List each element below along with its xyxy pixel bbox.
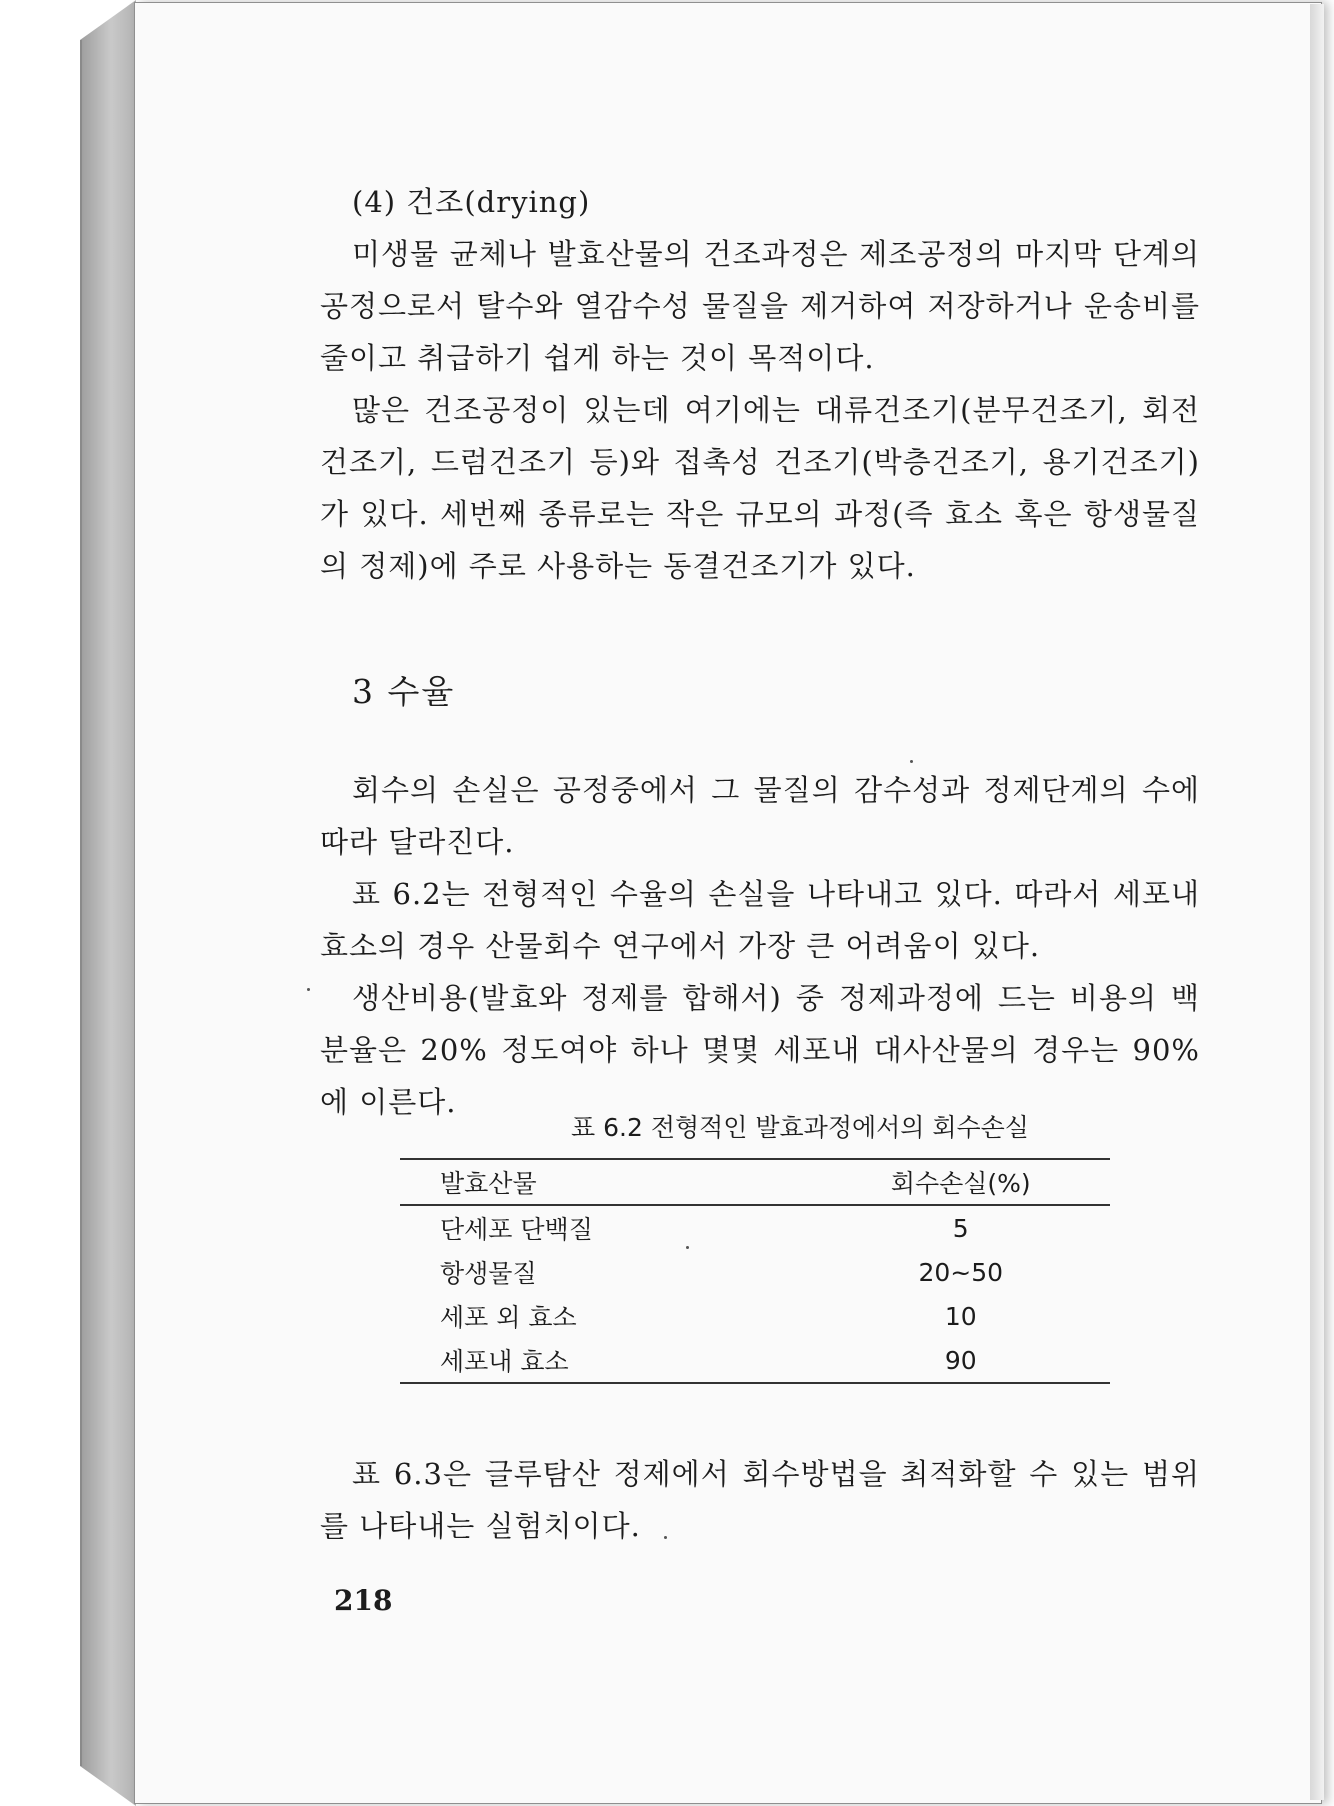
table-row [400,1205,1110,1250]
drying-text [320,228,1200,592]
cell-loss: 20~50 [918,1257,1004,1287]
book-spine-edge [80,40,82,1766]
cell-loss: 5 [952,1213,969,1243]
cell-loss: 90 [812,1338,1110,1383]
table-header-row [400,1159,1110,1205]
paragraph: 표 6.3은 글루탐산 정제에서 회수방법을 최적화할 수 있는 범위를 나타내는 실험치이다. [320,1457,1200,1543]
recovery-loss-table [400,1158,1110,1384]
print-speck [307,988,310,991]
closing-text [320,1448,1200,1552]
table-row [400,1250,1110,1294]
cell-loss: 10 [944,1301,977,1331]
cell-product: 세포 외 효소 [440,1303,577,1332]
table-row [400,1294,1110,1338]
paragraph: 표 6.2는 전형적인 수율의 손실을 나타내고 있다. 따라서 세포내 효소의 경우 산물회수 연구에서 가장 큰 어려움이 있다. [320,877,1200,963]
table-caption: 표 6.2 전형적인 발효과정에서의 회수손실 [571,1113,1029,1142]
column-header-product: 발효산물 [400,1159,812,1205]
subsection-heading: (4) 건조(drying) [352,185,591,219]
print-speck [910,760,913,763]
book-spine-side [80,0,136,1806]
section-heading: 3 수율 [352,672,456,711]
column-header-loss: 회수손실(%) [812,1159,1110,1205]
cell-product: 단세포 단백질 [440,1215,593,1244]
paragraph: 미생물 균체나 발효산물의 건조과정은 제조공정의 마지막 단계의 공정으로서 탈수와 열감수성 물질을 제거하여 저장하거나 운송비를 줄이고 취급하기 쉽게 하는 것이 목적이다. [320,237,1200,375]
page-number: 218 [334,1584,393,1617]
print-speck [664,1536,667,1539]
paragraph: 회수의 손실은 공정중에서 그 물질의 감수성과 정제단계의 수에 따라 달라진다. [320,773,1200,859]
paragraph: 생산비용(발효와 정제를 합해서) 중 정제과정에 드는 비용의 백분율은 20% 정도여야 하나 몇몇 세포내 대사산물의 경우는 90%에 이른다. [320,981,1200,1119]
paragraph: 많은 건조공정이 있는데 여기에는 대류건조기(분무건조기, 회전건조기, 드럼건조기 등)와 접촉성 건조기(박층건조기, 용기건조기)가 있다. 세번째 종류로는 작은 규모의 과정(즉 효소 혹은 항생물질의 정제)에 주로 사용하는 동결건조기가 있다. [320,393,1200,583]
yield-text [320,764,1200,1128]
page-right-edge [1310,4,1324,1800]
print-speck [686,1246,689,1249]
table-row [400,1338,1110,1383]
cell-product: 항생물질 [440,1259,537,1288]
cell-product: 세포내 효소 [400,1338,812,1383]
